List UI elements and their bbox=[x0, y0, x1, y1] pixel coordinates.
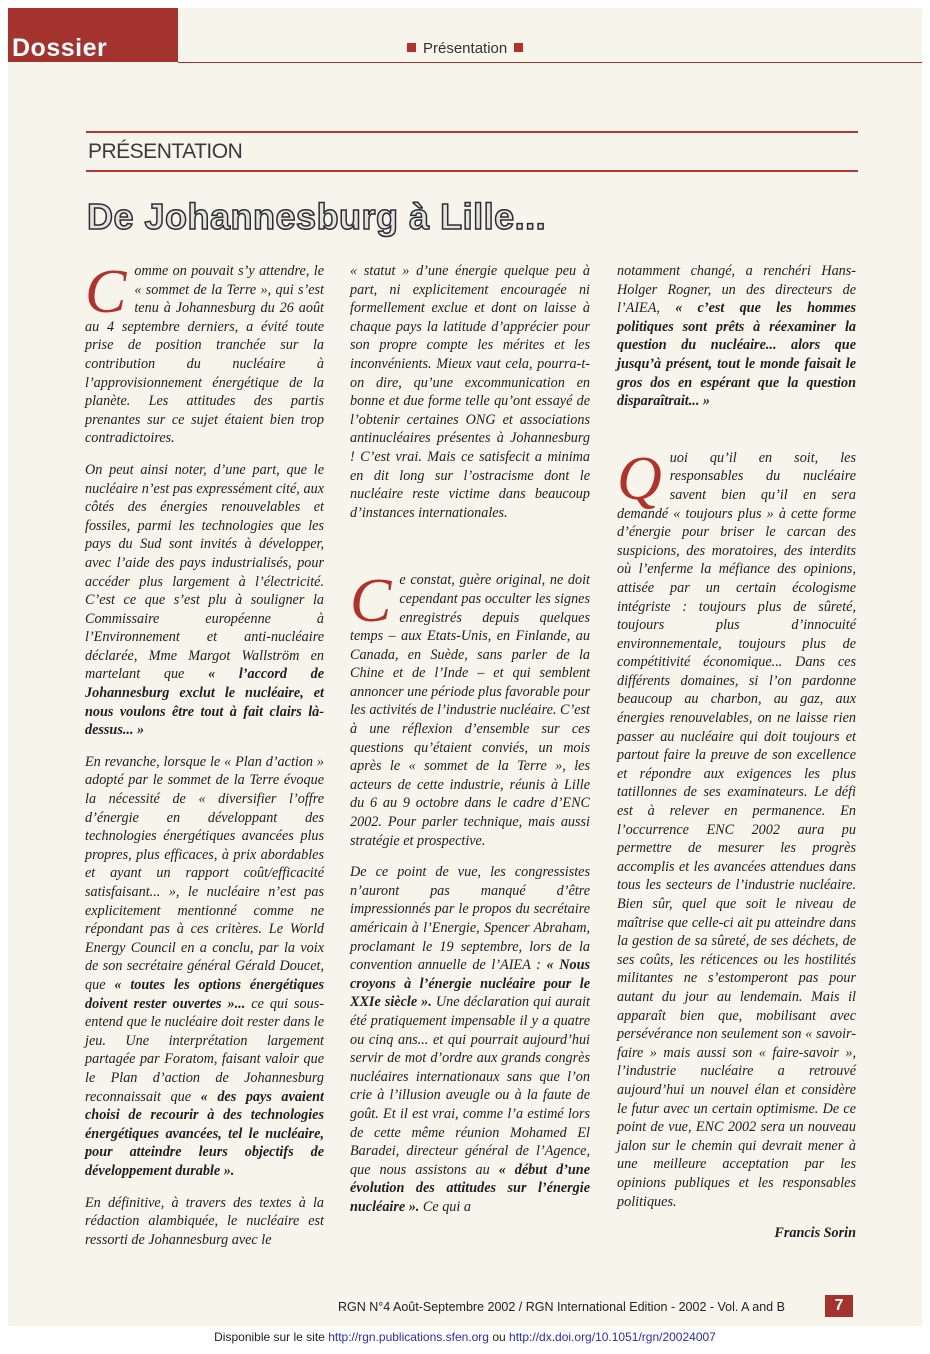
section-rule-top bbox=[86, 131, 858, 133]
section-nav-label: Présentation bbox=[423, 40, 508, 57]
paragraph-text: e constat, guère original, ne doit cependant pas occulter les signes enregistrés depuis quelques temps – aux Etats-Unis, en Finlande, au Canada, en Suède, sans parler de la Chine et de l’Inde – et qui semblent annoncer une période plus favorable pour les activités de l’industrie nucléaire. C’est à une réflexion d’ensemble sur ces questions qu’étaient conviés, un mois après le « sommet de la Terre », les acteurs de cette industrie, réunis à Lille du 6 au 9 octobre dans le cadre d’ENC 2002. Pour parler technique, mais aussi stratégie et prospective. bbox=[350, 572, 590, 849]
paragraph bbox=[85, 1194, 324, 1250]
paragraph-text: On peut ainsi noter, d’une part, que le nucléaire n’est pas expressément cité, aux côtés des énergies renouvelables et fossiles, parmi les technologies que les pays du Sud sont invités à développer, avec l’aide des pays industrialisés, pour accéder plus largement à l’électricité. C’est ce que s’est plu à souligner la Commissaire européenne à l’Environnement et anti-nucléaire déclarée, Mme Margot Wallström en martelant que bbox=[85, 461, 324, 683]
quote-bold: « toutes les options énergétiques doivent rester ouvertes »... bbox=[85, 976, 324, 1012]
dossier-label: Dossier bbox=[12, 34, 108, 62]
author-signature: Francis Sorin bbox=[774, 1225, 856, 1242]
article-title: De Johannesburg à Lille... bbox=[87, 196, 547, 237]
paragraph-text: ce qui sous-entend que le nucléaire doit rester dans le jeu. Une interprétation largement partagée par Foratom, faisant valoir que le Plan d’action de Johannesburg reconnaissait que bbox=[85, 995, 324, 1105]
availability-text: Disponible sur le site bbox=[214, 1330, 325, 1344]
paragraph bbox=[617, 444, 856, 1211]
header-rule bbox=[178, 62, 922, 63]
drop-cap: C bbox=[350, 567, 392, 636]
paragraph-text: De ce point de vue, les congressistes n’auront pas manqué d’être impressionnés par le propos du secrétaire américain à l’Energie, Spencer Abraham, proclamant le 19 septembre, lors de la convention annuelle de l’AIEA : bbox=[350, 864, 590, 974]
dossier-tab bbox=[8, 8, 178, 62]
quote-bold: « l’accord de Johannesburg exclut le nucléaire, et nous voulons être tout à fait clairs là-dessus... » bbox=[85, 666, 325, 739]
column-spacer bbox=[350, 535, 590, 571]
article-column-3 bbox=[617, 262, 856, 1243]
section-rule-bottom bbox=[86, 170, 858, 172]
paragraph bbox=[85, 753, 324, 1181]
quote-bold: « c’est que les hommes politiques sont prêts à réexaminer la question du nucléaire... alors que jusqu’à présent, tout le monde faisait le gros dos en espérant que la question disparaîtrait... » bbox=[617, 300, 857, 410]
paragraph-text: uoi qu’il en soit, les responsables du nucléaire savent bien qu’il en sera demandé « toujours plus » à cette forme d’énergie pour briser le carcan des suspicions, des moratoires, des interdits où l’enferme la méfiance des opinions, attisée par un certain écologisme intégriste : toujours plus de sûreté, toujours plus d’innocuité environnementale, toujours plus de compétitivité économique... Dans ces différents domaines, si l’on pardonne beaucoup au charbon, au gaz, aux énergies renouvelables, on ne laisse rien passer au nucléaire qui doit toujours et partout faire la preuve de son excellence et répondre aux exigences les plus tatillonnes de ses examinateurs. Le défi est à relever en permanence. En l’occurrence ENC 2002 aura pu permettre de mesurer les progrès accomplis et les avancées attendues dans tous les secteurs de l’industrie nucléaire. Bien sûr, quel que soit le niveau de maîtrise que celle-ci ait pu atteindre dans la gestion de sa sûreté, de ses déchets, de ses coûts, les réticences ou les hostilités militantes ne s’estomperont pas pour autant du jour au lendemain. Mais il apparaît bien que, mobilisant avec persévérance non seulement son « savoir-faire » mais aussi son « faire-savoir », l’industrie nucléaire a retrouvé aujourd’hui un nouvel élan et considère le futur avec un certain optimisme. De ce point de vue, ENC 2002 sera un nouveau jalon sur le chemin qui devrait mener à une meilleure acceptation par les opinions publiques et les responsables politiques. bbox=[617, 449, 856, 1210]
quote-bold: « des pays avaient choisi de recourir à des technologies énergétiques avancées, tel le nucléaire, pour atteindre leurs objectifs de développement durable ». bbox=[85, 1088, 324, 1179]
paragraph-text: En définitive, à travers des textes à la rédaction alambiquée, le nucléaire est ressorti de Johannesburg avec le bbox=[85, 1194, 324, 1248]
drop-cap: C bbox=[85, 258, 127, 326]
doi-link[interactable]: http://dx.doi.org/10.1051/rgn/20024007 bbox=[509, 1330, 716, 1344]
paragraph bbox=[350, 863, 590, 1216]
paragraph bbox=[617, 262, 856, 411]
availability-connector: ou bbox=[492, 1330, 506, 1344]
availability-line bbox=[0, 1330, 930, 1344]
section-nav bbox=[400, 40, 530, 57]
square-bullet-icon bbox=[514, 43, 523, 52]
drop-cap: Q bbox=[617, 444, 662, 513]
section-label: PRÉSENTATION bbox=[88, 140, 243, 163]
quote-bold: « Nous croyons à l’énergie nucléaire pour le XXIe siècle ». bbox=[350, 957, 590, 1011]
journal-site-link[interactable]: http://rgn.publications.sfen.org bbox=[328, 1330, 489, 1344]
square-bullet-icon bbox=[407, 43, 416, 52]
paragraph bbox=[350, 262, 590, 522]
paragraph bbox=[85, 461, 324, 740]
article-column-2 bbox=[350, 262, 590, 1230]
paragraph bbox=[350, 567, 590, 850]
quote-bold: « début d’une évolution des attitudes sur l’énergie nucléaire ». bbox=[350, 1161, 590, 1215]
paragraph bbox=[85, 258, 324, 448]
paragraph-text: « statut » d’une énergie quelque peu à part, ni explicitement encouragée ni formellement exclue et dont on laisse à chaque pays la latitude d’apprécier pour son propre compte les mérites et les inconvénients. Mieux vaut cela, pourra-t-on dire, qu’une excommunication en bonne et due forme telle qu’ont essayé de l’obtenir certaines ONG et associations antinucléaires présentes à Johannesburg ! C’est vrai. Mais ce satisfecit a minima en dit long sur l’ostracisme dont le nucléaire reste victime dans beaucoup d’instances internationales. bbox=[350, 263, 590, 521]
paragraph-text: omme on pouvait s’y attendre, le « sommet de la Terre », qui s’est tenu à Johannesburg du 26 août au 4 septembre derniers, a évité toute prise de position tranchée sur la contribution du nucléaire à l’approvisionnement énergétique de la planète. Les attitudes des partis prenantes sur ce sujet étaient bien trop contradictoires. bbox=[85, 263, 324, 447]
paragraph-text: En revanche, lorsque le « Plan d’action » adopté par le sommet de la Terre évoque la nécessité de « diversifier l’offre d’énergie en développant des technologies énergétiques avancées plus propres, plus efficaces, à prix abordables et ayant un rapport coût/efficacité satisfaisant... », le nucléaire n’est pas explicitement mentionné comme ne répondant pas à ces critères. Le World Energy Council en a conclu, par la voix de son secrétaire général Gérald Doucet, que bbox=[85, 753, 324, 993]
page-number: 7 bbox=[825, 1295, 853, 1317]
article-column-1 bbox=[85, 258, 325, 1262]
paragraph-text: Ce qui a bbox=[422, 1198, 471, 1215]
journal-reference: RGN N°4 Août-Septembre 2002 / RGN International Edition - 2002 - Vol. A and B bbox=[338, 1300, 785, 1314]
paragraph-text: notamment changé, a renchéri Hans-Holger Rogner, un des directeurs de l’AIEA, bbox=[617, 263, 856, 317]
paragraph-text: Une déclaration qui aurait été pratiquement impensable il y a quatre ou cinq ans... et qui pourrait aujourd’hui servir de mot d’ordre aux grands congrès nucléaires internationaux sans que l’on crie à l’illusion aveugle ou à la faute de goût. Et il est vrai, comme l’a estimé lors de cette même réunion Mohamed El Baradei, directeur général de l’Agence, que nous assistons au bbox=[350, 994, 590, 1178]
